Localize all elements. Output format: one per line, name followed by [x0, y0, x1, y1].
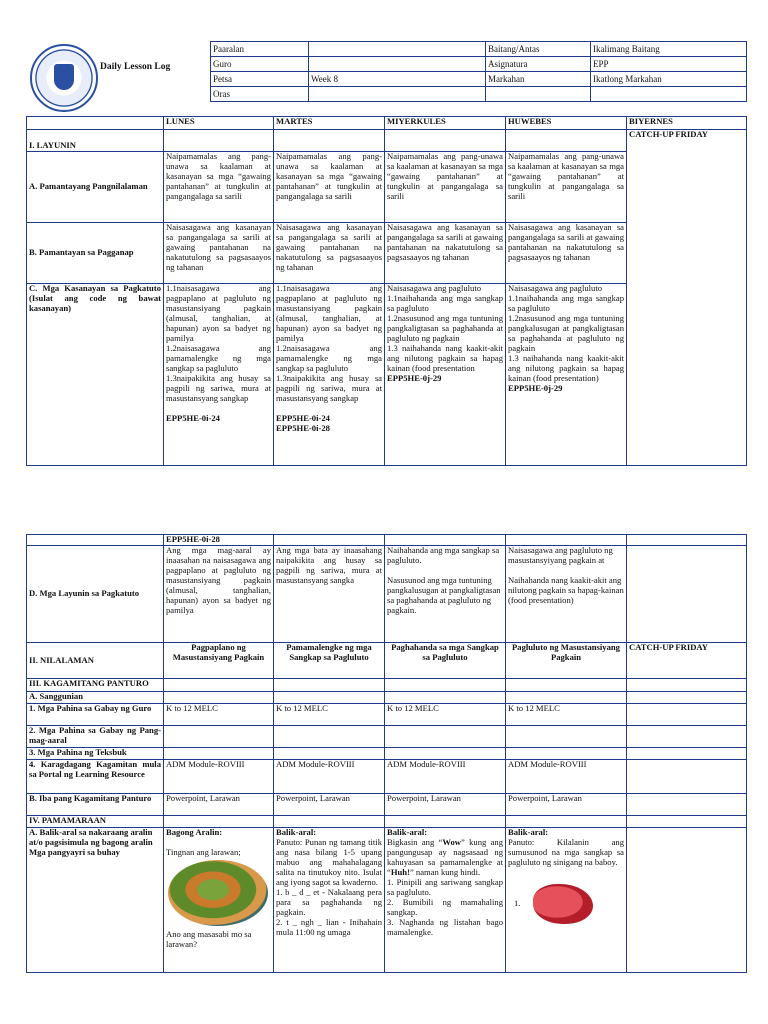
header-cell — [309, 57, 486, 72]
empty-cell — [506, 692, 627, 704]
empty-cell — [627, 546, 747, 643]
row-label-pagganap: B. Pamantayan sa Pagganap — [27, 223, 164, 284]
competency-code: EPP5HE-0i-24 EPP5HE-0i-28 — [276, 412, 330, 433]
nilalaman-lunes: Pagpaplano ng Masustansiyang Pagkain — [164, 643, 274, 679]
header-cell — [591, 87, 747, 102]
row-label-kasanayan: C. Mga Kasanayan sa Pagkatuto (Isulat ang code ng bawat kasanayan) — [27, 284, 164, 466]
header-cell: Guro — [211, 57, 309, 72]
header-cell: Petsa — [211, 72, 309, 87]
pagganap-huwebes: Naisasagawa ang kasanayan sa pangangalaga sa sarili at gawaing pantahanan na nakatutulong sa pagsasaayos ng tahanan — [506, 223, 627, 284]
header-cell: Paaralan — [211, 42, 309, 57]
header-cell: Ikalimang Baitang — [591, 42, 747, 57]
row-label-gabay-mag-aaral: 2. Mga Pahina sa Gabay ng Pang-mag-aaral — [27, 726, 164, 748]
lesson-table-page2 — [26, 534, 747, 973]
kasanayan-text: 1.1naisasagawa ang pagpaplano at pagluluto ng masustansiyang pagkain (almusal, tanghalian, at hapunan) ayon sa badyet ng pamilya 1.2naisasagawa ang pamamalengke ng mga sangkap sa pagluluto 1.3naipakikita ang husay sa pagpili ng sariwa, mura at masustansyang sangkap — [276, 283, 382, 403]
row-label-karagdagang-kagamitan: 4. Karagdagang Kagamitan mula sa Portal ng Learning Resource — [27, 760, 164, 794]
row-label-gabay-guro: 1. Mga Pahina sa Gabay ng Guro — [27, 704, 164, 726]
lesson-table-page1 — [26, 116, 747, 466]
day-header-lunes: LUNES — [164, 117, 274, 130]
day-header-miyerkules: MIYERKULES — [385, 117, 506, 130]
header-cell: Oras — [211, 87, 309, 102]
nilalaman-miyerkules: Paghahanda sa mga Sangkap sa Pagluluto — [385, 643, 506, 679]
section-kagamitan: III. KAGAMITANG PANTURO — [27, 679, 164, 692]
section-layunin: I. LAYUNIN — [27, 130, 164, 152]
kasanayan-text: 1.1naisasagawa ang pagpaplano at pagluluto ng masustansiyang pagkain (almusal, tanghalian, at hapunan) ayon sa badyet ng pamilya 1.2naisasagawa ang pamamalengke ng mga sangkap sa pagluluto 1.3naipakikita ang husay sa pagpili ng sariwa, mura at masustansyang sangkap — [166, 283, 271, 403]
document-title: Daily Lesson Log — [100, 62, 171, 72]
header-table — [210, 41, 747, 102]
empty-cell — [627, 760, 747, 794]
empty-cell — [385, 726, 506, 748]
catchup-friday: CATCH-UP FRIDAY — [627, 643, 747, 679]
karagdagan-huwebes: ADM Module-ROVIII — [506, 760, 627, 794]
empty-cell — [627, 828, 747, 973]
layunin-miyerkules: Naihahanda ang mga sangkap sa pagluluto. Nasusunod ang mga tuntuning pangkalusugan at pangkaligtasan sa paghahanda at pagluluto ng pagkain. — [385, 546, 506, 643]
empty-cell — [274, 535, 385, 546]
row-label-sanggunian: A. Sanggunian — [27, 692, 164, 704]
empty-cell — [274, 679, 385, 692]
empty-cell — [164, 748, 274, 760]
catchup-friday: CATCH-UP FRIDAY — [627, 130, 747, 466]
pangnilalaman-miyerkules: Naipamamalas ang pang-unawa sa kaalaman at kasanayan sa mga “gawaing pantahanan” at tungkulin at pangangalaga sa sarili — [385, 152, 506, 223]
row-label-pangnilalaman: A. Pamantayang Pangnilalaman — [27, 152, 164, 223]
nilalaman-huwebes: Pagluluto ng Masustansiyang Pagkain — [506, 643, 627, 679]
kasanayan-martes — [274, 284, 385, 466]
nilalaman-martes: Pamamalengke ng mga Sangkap sa Pagluluto — [274, 643, 385, 679]
deped-seal-icon — [30, 44, 98, 112]
empty-cell — [385, 692, 506, 704]
karagdagan-lunes: ADM Module-ROVIII — [164, 760, 274, 794]
iba-huwebes: Powerpoint, Larawan — [506, 794, 627, 816]
row-label-iba-pang-kagamitan: B. Iba pang Kagamitang Panturo — [27, 794, 164, 816]
question-text: Ano ang masasabi mo sa larawan? — [166, 928, 252, 949]
gabay-guro-martes: K to 12 MELC — [274, 704, 385, 726]
header-cell: Week 8 — [309, 72, 486, 87]
instruction-text: Bigkasin ang “ — [387, 836, 443, 847]
empty-cell — [274, 816, 385, 828]
empty-cell — [506, 726, 627, 748]
empty-cell — [506, 535, 627, 546]
header-cell — [309, 42, 486, 57]
balik-aral-martes — [274, 828, 385, 973]
empty-cell — [627, 816, 747, 828]
empty-cell — [385, 535, 506, 546]
empty-cell — [274, 692, 385, 704]
karagdagan-martes: ADM Module-ROVIII — [274, 760, 385, 794]
instruction-text: ” naman kung hindi. 1. Pinipili ang sariwang sangkap sa pagluluto. 2. Bumibili ng mamahaling sangkap. 3. Naghanda ng listahan bago mamalengke. — [387, 866, 503, 937]
pagganap-miyerkules: Naisasagawa ang kasanayan sa pangangalaga sa sarili at gawaing pantahanan na nakatutulong sa pagsasaayos ng tahanan — [385, 223, 506, 284]
empty-cell — [506, 748, 627, 760]
empty-cell — [627, 794, 747, 816]
pagganap-lunes: Naisasagawa ang kasanayan sa pangangalaga sa sarili at gawaing pantahanan na nakatutulong sa pagsasaayos ng tahanan — [164, 223, 274, 284]
header-cell: Markahan — [486, 72, 591, 87]
balik-aral-huwebes — [506, 828, 627, 973]
kasanayan-text: Naisasagawa ang pagluluto 1.1naihahanda ang mga sangkap sa pagluluto 1.2nasusunod ang mga tuntuning pangkaligtasan sa paghahanda at pagluluto ng pagkain 1.3 naihahanda nang kaakit-akit ang nilutong pagkain sa hapag kainan (food presentation — [387, 283, 503, 373]
pangnilalaman-lunes: Naipamamalas ang pang-unawa sa kaalaman at kasanayan sa mga “gawaing pantahanan” at tungkulin at pangangalaga sa sarili — [164, 152, 274, 223]
layunin-huwebes: Naisasagawa ang pagluluto ng masustansyiyang pagkain at Naihahanda nang kaakit-akit ang nilutong pagkain sa hapag-kainan (food presentation) — [506, 546, 627, 643]
empty-cell — [164, 726, 274, 748]
empty-cell — [385, 130, 506, 152]
empty-cell — [506, 130, 627, 152]
day-header-biyernes: BIYERNES — [627, 117, 747, 130]
empty-cell — [385, 679, 506, 692]
item-number: 1. — [514, 897, 521, 908]
iba-miyerkules: Powerpoint, Larawan — [385, 794, 506, 816]
empty-cell — [627, 535, 747, 546]
row-label-layunin-pagkatuto: D. Mga Layunin sa Pagkatuto — [27, 546, 164, 643]
competency-code: EPP5HE-0i-24 — [166, 412, 220, 423]
empty-cell — [385, 748, 506, 760]
corner-cell — [27, 117, 164, 130]
competency-code: EPP5HE-0i-28 — [164, 535, 274, 546]
vegetable-dish-image — [168, 860, 268, 926]
instruction-text: Panuto: Kilalanin ang sumusunod na mga sangkap sa pagluluto ng sinigang na baboy. — [508, 836, 624, 867]
gabay-guro-huwebes: K to 12 MELC — [506, 704, 627, 726]
kasanayan-text: Naisasagawa ang pagluluto 1.1naihahanda ang mga sangkap sa pagluluto 1.2nasusunod ang mga tuntuning pangkalusugan at pangkaligtasan sa paghahanda at pagluluto ng pagkain 1.3 naihahanda nang kaakit-akit ang nilutong pagkain sa hapag kainan (food presentation) — [508, 283, 624, 383]
row-label-balik-aral: A. Balik-aral sa nakaraang aralin at/o pagsisimula ng bagong aralin Mga pangyayri sa buhay — [27, 828, 164, 973]
pangnilalaman-martes: Naipamamalas ang pang-unawa sa kaalaman at kasanayan sa mga “gawaing pantahanan” at tungkulin at pangangalaga sa sarili — [274, 152, 385, 223]
header-cell: Asignatura — [486, 57, 591, 72]
header-cell: Ikatlong Markahan — [591, 72, 747, 87]
empty-cell — [274, 130, 385, 152]
empty-cell — [164, 130, 274, 152]
empty-cell — [274, 748, 385, 760]
empty-cell — [627, 704, 747, 726]
header-cell — [486, 87, 591, 102]
empty-cell — [627, 726, 747, 748]
huh-word: Huh! — [390, 866, 410, 877]
section-nilalaman: II. NILALAMAN — [27, 643, 164, 679]
day-header-huwebes: HUWEBES — [506, 117, 627, 130]
balik-aral-miyerkules — [385, 828, 506, 973]
instruction-text: ” kung ang pangungusap ay nagsasaad ng kahuyasan sa pamamalengke at “ — [387, 836, 503, 877]
kasanayan-huwebes — [506, 284, 627, 466]
layunin-martes: Ang mga bata ay inaasahang naipakikita ang husay sa pagpili ng sariwa, mura at masustansyang sangka — [274, 546, 385, 643]
cell-heading: Balik-aral: — [387, 827, 428, 837]
kasanayan-miyerkules — [385, 284, 506, 466]
header-cell — [309, 87, 486, 102]
layunin-lunes: Ang mga mag-aaral ay inaasahan na naisasagawa ang pagpaplano at pagluluto ng masustansiyang pagkain (almusal, tanghalian, hapunan) ayon sa badyet ng pamilya — [164, 546, 274, 643]
iba-martes: Powerpoint, Larawan — [274, 794, 385, 816]
cell-heading: Balik-aral: — [508, 827, 549, 837]
empty-cell — [627, 748, 747, 760]
gabay-guro-lunes: K to 12 MELC — [164, 704, 274, 726]
iba-lunes: Powerpoint, Larawan — [164, 794, 274, 816]
karagdagan-miyerkules: ADM Module-ROVIII — [385, 760, 506, 794]
empty-cell — [627, 679, 747, 692]
competency-code: EPP5HE-0j-29 — [508, 382, 563, 393]
empty-cell — [164, 679, 274, 692]
pagganap-martes: Naisasagawa ang kasanayan sa pangangalaga sa sarili at gawaing pantahanan na nakatutulong sa pagsasaayos ng tahanan — [274, 223, 385, 284]
empty-cell — [506, 816, 627, 828]
empty-cell — [164, 816, 274, 828]
empty-cell — [385, 816, 506, 828]
pangnilalaman-huwebes: Naipamamalas ang pang-unawa sa kaalaman at kasanayan sa mga “gawaing pantahanan” at tungkulin at pangangalaga sa sarili — [506, 152, 627, 223]
instruction-text: Panuto: Punan ng tamang titik ang nasa bilang 1-5 upang mabuo ang mahahalagang salita na tinutukoy nito. Isulat ang iyong sagot sa kwaderno. 1. b _ d _ et - Nakalaang pera para sa paghahanda ng pagkain. 2. t _ ngh _ lian - Inihahain mula 11:00 ng umaga — [276, 836, 382, 937]
wow-word: Wow — [442, 836, 461, 847]
cell-heading: Balik-aral: — [276, 827, 317, 837]
kasanayan-lunes — [164, 284, 274, 466]
header-cell: EPP — [591, 57, 747, 72]
empty-cell — [274, 726, 385, 748]
raw-meat-image — [533, 884, 593, 924]
section-pamamaraan: IV. PAMAMARAAN — [27, 816, 164, 828]
header-cell: Baitang/Antas — [486, 42, 591, 57]
empty-cell — [27, 535, 164, 546]
instruction-text: Tingnan ang larawan; — [166, 846, 241, 857]
row-label-teksbuk: 3. Mga Pahina ng Teksbuk — [27, 748, 164, 760]
day-header-martes: MARTES — [274, 117, 385, 130]
gabay-guro-miyerkules: K to 12 MELC — [385, 704, 506, 726]
empty-cell — [627, 692, 747, 704]
empty-cell — [506, 679, 627, 692]
cell-heading: Bagong Aralin: — [166, 827, 223, 837]
empty-cell — [164, 692, 274, 704]
competency-code: EPP5HE-0j-29 — [387, 372, 442, 383]
balik-aral-lunes — [164, 828, 274, 973]
